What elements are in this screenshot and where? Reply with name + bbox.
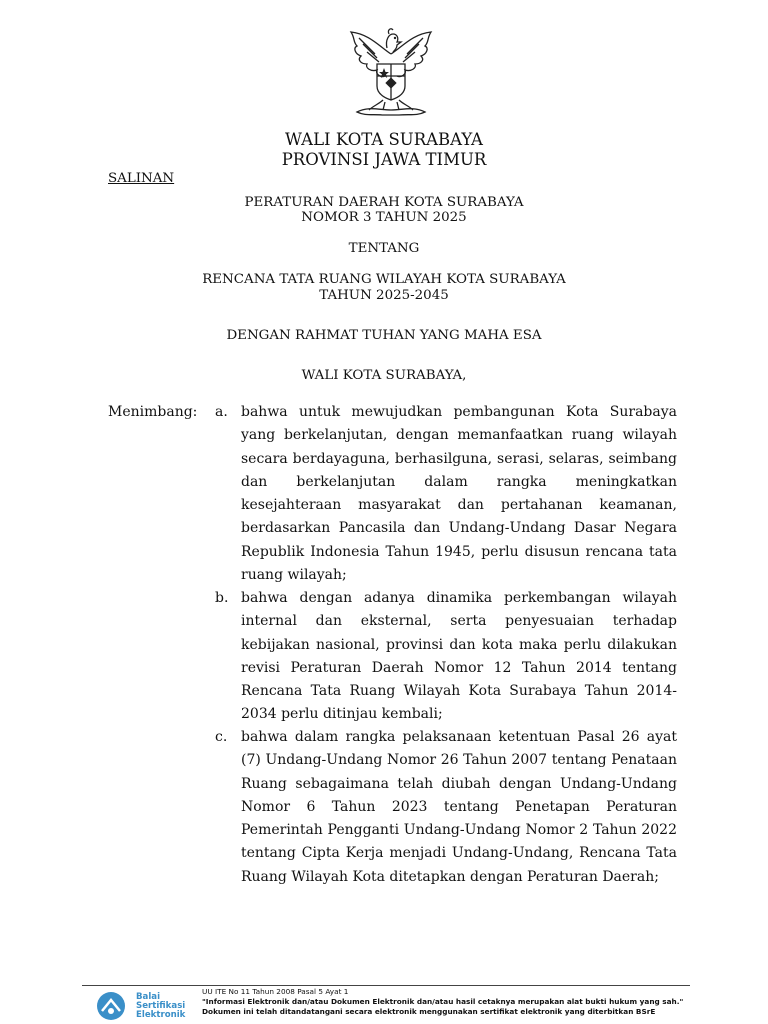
rahmat-line: DENGAN RAHMAT TUHAN YANG MAHA ESA	[226, 328, 542, 343]
footer-divider	[82, 985, 690, 986]
tentang-label: TENTANG	[348, 241, 420, 256]
issuer-title: WALI KOTA SURABAYA	[285, 130, 483, 149]
province-title: PROVINSI JAWA TIMUR	[281, 150, 487, 169]
consideration-item-b: bahwa dengan adanya dinamika perkembangan wilayah internal dan eksternal, serta penyesuaian terhadap kebijakan nasional, provinsi dan kota maka perlu dilakukan revisi Peraturan Daerah Nomor 12 Tahun 2014 tentang Rencana Tata Ruang Wilayah Kota Surabaya Tahun 2014-2034 perlu ditinjau kembali;	[241, 590, 677, 723]
menimbang-label: Menimbang:	[108, 404, 198, 420]
consideration-item-a: bahwa untuk mewujudkan pembangunan Kota Surabaya yang berkelanjutan, dengan memanfaatkan ruang wilayah secara berdayaguna, berhasilguna, serasi, selaras, seimbang dan berkelanjutan dalam rangka meningkatkan kesejahteraan masyarakat dan pertahanan keamanan, berdasarkan Pancasila dan Undang-Undang Dasar Negara Republik Indonesia Tahun 1945, perlu disusun rencana tata ruang wilayah;	[241, 404, 677, 584]
regulation-number: NOMOR 3 TAHUN 2025	[301, 210, 467, 225]
logo-line-1: Balai	[136, 992, 161, 1002]
logo-line-2: Sertifikasi	[136, 1001, 186, 1012]
regulation-title: PERATURAN DAERAH KOTA SURABAYA	[244, 195, 524, 210]
salinan-label: SALINAN	[108, 171, 175, 186]
item-letter-b: b.	[215, 590, 229, 606]
item-letter-c: c.	[215, 729, 228, 745]
footer-quote: "Informasi Elektronik dan/atau Dokumen Elektronik dan/atau hasil cetaknya merupakan alat bukti hukum yang sah."	[202, 997, 684, 1006]
bsre-logo-text	[136, 993, 185, 1021]
regulation-period: TAHUN 2025-2045	[319, 288, 449, 303]
garuda-pancasila-emblem-icon	[339, 24, 443, 120]
footer-signature-note: Dokumen ini telah ditandatangani secara elektronik menggunakan sertifikat elektronik yang diterbitkan BSrE	[202, 1007, 656, 1016]
consideration-item-c: bahwa dalam rangka pelaksanaan ketentuan Pasal 26 ayat (7) Undang-Undang Nomor 26 Tahun 2007 tentang Penataan Ruang sebagaimana telah diubah dengan Undang-Undang Nomor 6 Tahun 2023 tentang Penetapan Peraturan Pemerintah Pengganti Undang-Undang Nomor 2 Tahun 2022 tentang Cipta Kerja menjadi Undang-Undang, Rencana Tata Ruang Wilayah Kota ditetapkan dengan Peraturan Daerah;	[241, 729, 677, 885]
footer-law-reference: UU ITE No 11 Tahun 2008 Pasal 5 Ayat 1	[202, 987, 349, 996]
item-letter-a: a.	[215, 404, 228, 420]
regulation-subject: RENCANA TATA RUANG WILAYAH KOTA SURABAYA	[202, 272, 566, 287]
footer-notice	[202, 987, 702, 1017]
logo-line-3: Elektronik	[136, 1010, 186, 1021]
issuer-line: WALI KOTA SURABAYA,	[301, 368, 467, 383]
